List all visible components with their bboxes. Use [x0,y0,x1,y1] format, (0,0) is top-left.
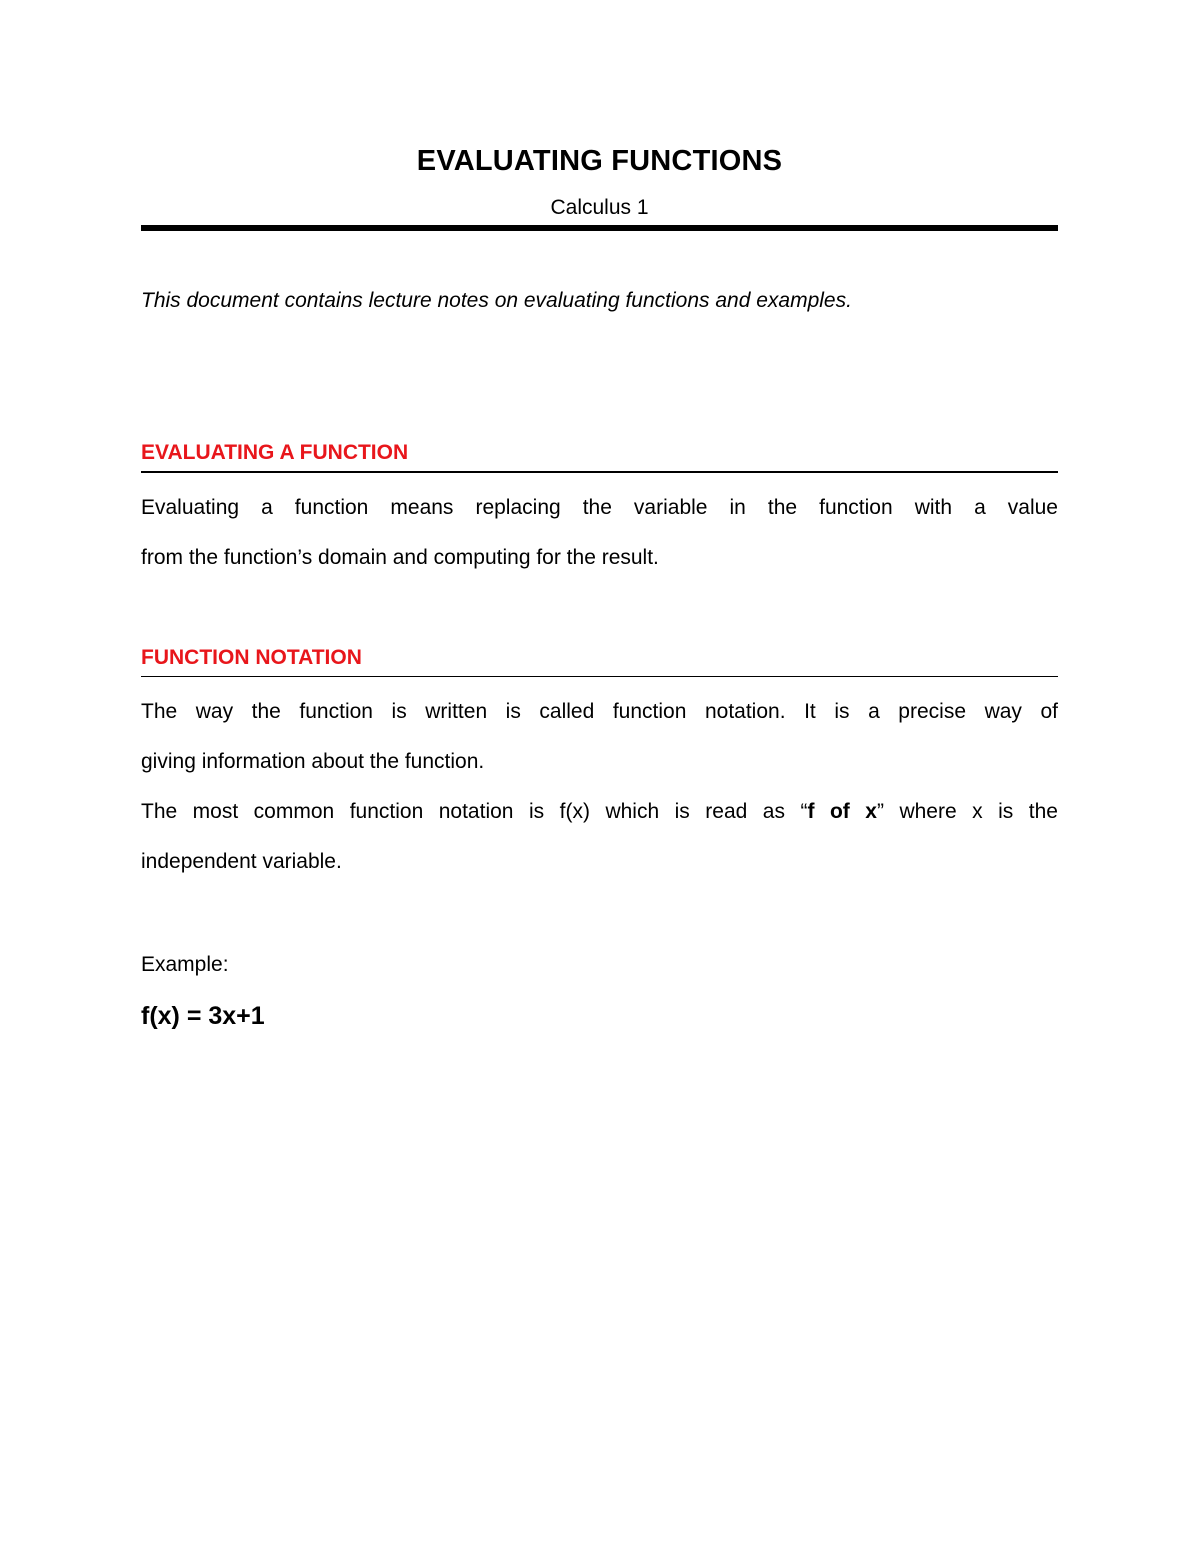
example-label: Example: [141,953,229,976]
paragraph-line: from the function’s domain and computing for the result. [141,546,659,569]
paragraph-line: independent variable. [141,850,342,873]
section-divider [141,676,1058,677]
document-title: EVALUATING FUNCTIONS [416,145,783,177]
paragraph-line: The way the function is written is called function notation. It is a precise way of [141,700,1058,723]
document-page [141,0,1058,1553]
notation-bold-term: f of x [807,800,877,823]
section-heading-notation: FUNCTION NOTATION [141,646,362,669]
example-formula: f(x) = 3x+1 [141,1002,265,1030]
section-divider [141,471,1058,473]
document-subtitle: Calculus 1 [550,196,649,219]
notation-paragraph-line [141,800,1058,824]
intro-paragraph: This document contains lecture notes on evaluating functions and examples. [141,289,852,312]
section-heading-evaluating: EVALUATING A FUNCTION [141,441,409,464]
notation-text-before: The most common function notation is f(x) which is read as “ [141,800,808,823]
paragraph-line: Evaluating a function means replacing the variable in the function with a value [141,496,1058,519]
notation-text-after: ” where x is the [876,800,1058,823]
paragraph-line: giving information about the function. [141,750,485,773]
title-divider [141,225,1058,231]
